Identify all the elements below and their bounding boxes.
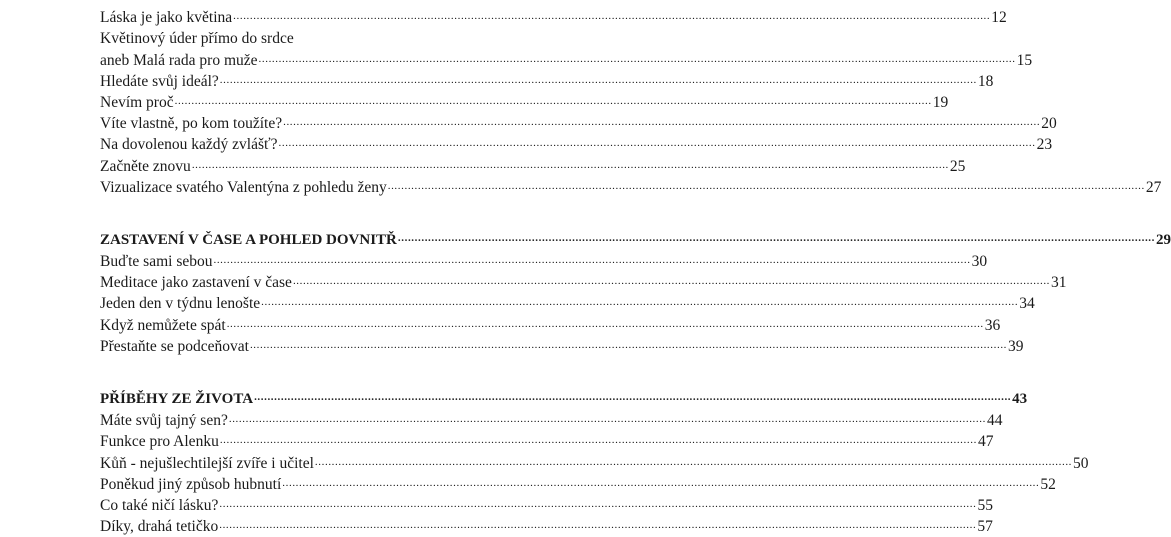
toc-entry-title: Nevím proč <box>100 93 174 111</box>
toc-entry-title: Buďte sami sebou <box>100 253 213 271</box>
toc-entry <box>100 336 1024 357</box>
toc-entry-page: 31 <box>1051 274 1067 292</box>
toc-leader-dots <box>259 47 1016 70</box>
toc-entry-title: Na dovolenou každý zvlášť? <box>100 136 278 154</box>
toc-leader-dots <box>213 248 970 271</box>
toc-entry <box>100 516 993 537</box>
toc-entry-title: Když nemůžete spát <box>100 316 226 334</box>
toc-section-title: PŘÍBĚHY ZE ŽIVOTA <box>100 391 254 407</box>
toc-entry-title: Láska je jako květina <box>100 9 233 27</box>
toc-entry-title: Hledáte svůj ideál? <box>100 72 219 90</box>
toc-entry-page: 15 <box>1016 51 1033 69</box>
toc-leader-dots <box>282 471 1039 494</box>
toc-leader-dots <box>220 68 977 91</box>
toc-entry <box>100 177 1162 198</box>
toc-entry-title: Kůň - nejušlechtilejší zvíře i učitel <box>100 454 314 472</box>
toc-leader-dots <box>315 450 1072 473</box>
toc-leader-dots <box>293 269 1050 292</box>
toc-entry-page: 47 <box>977 433 994 451</box>
toc-entry-title: Poněkud jiný způsob hubnutí <box>100 475 282 493</box>
toc-entry-page: 55 <box>977 496 993 514</box>
toc-entry-page: 52 <box>1040 475 1056 493</box>
toc-section-page: 29 <box>1156 231 1171 248</box>
toc-entry <box>100 7 1007 28</box>
toc-entry-page: 12 <box>991 9 1007 27</box>
section-gap <box>100 198 565 230</box>
toc-leader-dots <box>220 428 977 451</box>
toc-entry-page: 20 <box>1041 115 1057 133</box>
section-gap <box>100 357 565 389</box>
toc-leader-dots <box>398 227 1155 249</box>
table-of-contents <box>100 0 1171 537</box>
toc-entry-page: 25 <box>949 157 966 175</box>
toc-entry-page: 23 <box>1036 136 1053 154</box>
toc-entry-page: 30 <box>971 253 988 271</box>
toc-leader-dots <box>219 513 976 536</box>
toc-leader-dots <box>233 4 990 27</box>
toc-entry-title: Víte vlastně, po kom toužíte? <box>100 115 283 133</box>
toc-leader-dots <box>227 312 984 335</box>
toc-entry-page: 44 <box>986 412 1003 430</box>
toc-entry-title: Začněte znovu <box>100 157 191 175</box>
toc-entry-title: Meditace jako zastavení v čase <box>100 274 292 292</box>
toc-leader-dots <box>229 407 986 430</box>
toc-entry-page: 50 <box>1073 454 1089 472</box>
toc-entry-title: Funkce pro Alenku <box>100 433 219 451</box>
toc-entry-page: 18 <box>977 72 994 90</box>
toc-leader-dots <box>250 333 1007 356</box>
toc-leader-dots <box>279 131 1036 154</box>
toc-entry-title: Vizualizace svatého Valentýna z pohledu ženy <box>100 178 387 196</box>
toc-entry-title: Květinový úder přímo do srdce <box>100 30 294 48</box>
toc-entry-page: 27 <box>1145 178 1162 196</box>
toc-leader-dots <box>388 174 1145 197</box>
toc-entry-page: 39 <box>1008 337 1024 355</box>
toc-leader-dots <box>283 110 1040 133</box>
toc-entry-page: 57 <box>977 518 993 536</box>
toc-entry-page: 36 <box>984 316 1001 334</box>
toc-section-page: 43 <box>1012 391 1028 407</box>
toc-entry-title: Co také ničí lásku? <box>100 496 219 514</box>
toc-leader-dots <box>261 290 1018 313</box>
toc-entry-page: 19 <box>932 93 949 111</box>
toc-entry-title: Máte svůj tajný sen? <box>100 412 228 430</box>
toc-leader-dots <box>254 386 1011 408</box>
toc-leader-dots <box>175 89 932 112</box>
toc-entry-title: Díky, drahá tetičko <box>100 518 219 536</box>
toc-section-title: ZASTAVENÍ V ČASE A POHLED DOVNITŘ <box>100 231 397 248</box>
toc-entry-title: Přestaňte se podceňovat <box>100 337 249 355</box>
toc-entry-page: 34 <box>1019 295 1035 313</box>
toc-leader-dots <box>192 153 949 176</box>
toc-entry-title: Jeden den v týdnu lenošte <box>100 295 261 313</box>
toc-leader-dots <box>219 492 976 515</box>
toc-entry-title: aneb Malá rada pro muže <box>100 51 258 69</box>
